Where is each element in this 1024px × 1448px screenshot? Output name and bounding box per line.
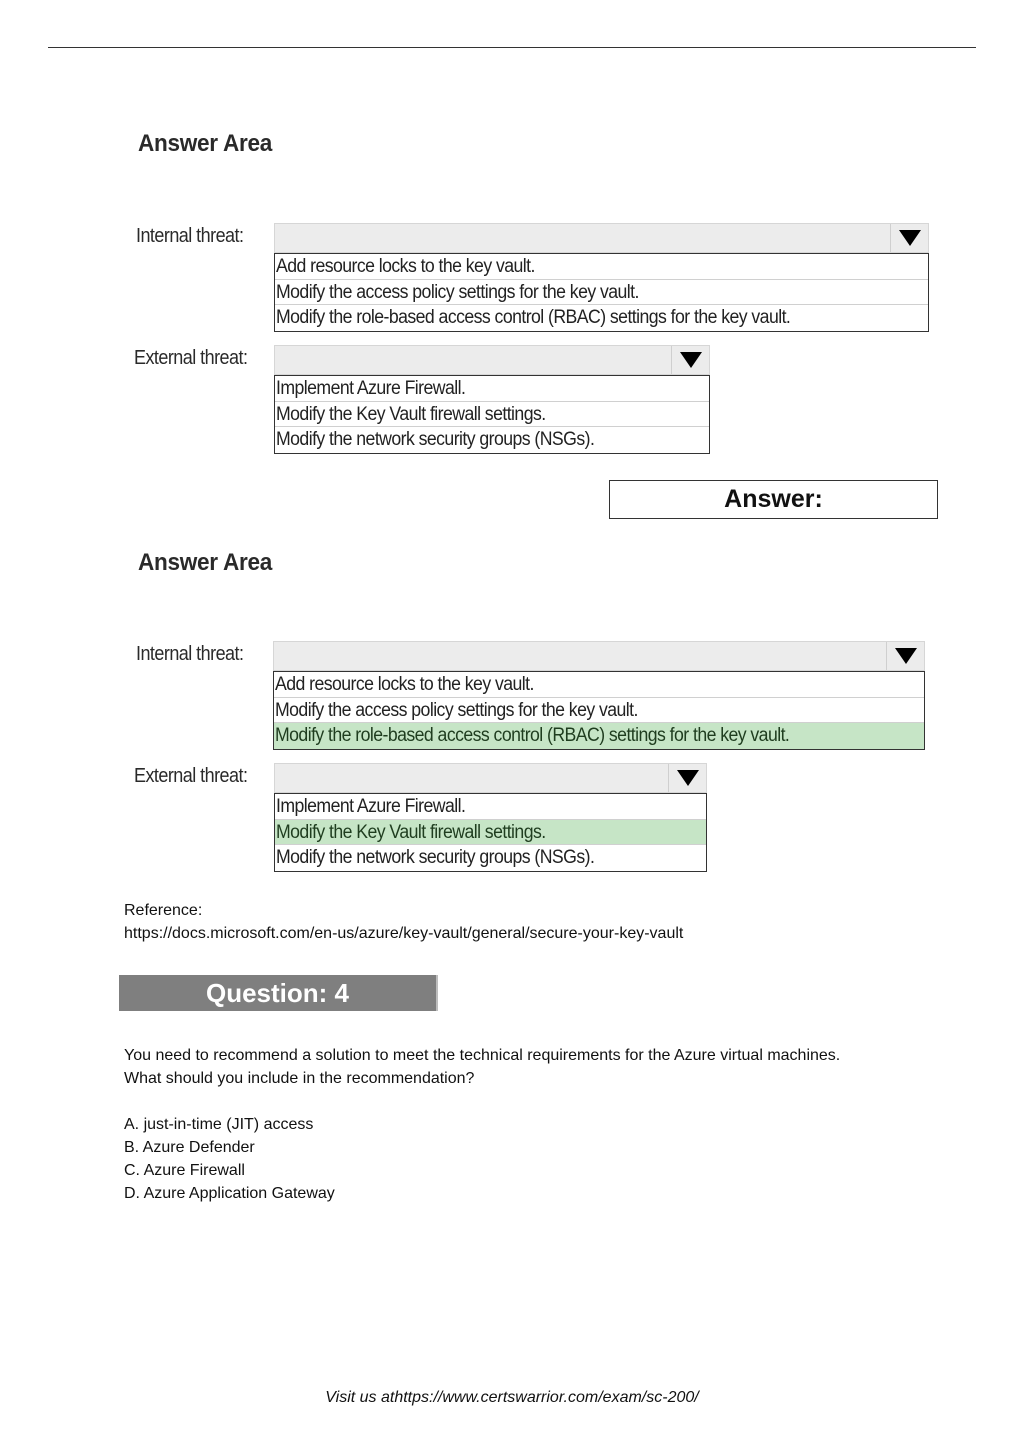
dropdown-option[interactable]: Modify the access policy settings for the key vault. — [275, 280, 928, 306]
dropdown-option[interactable]: Implement Azure Firewall. — [275, 794, 706, 820]
dropdown-options — [274, 793, 707, 872]
internal-threat-dropdown[interactable] — [273, 641, 925, 750]
dropdown-head[interactable] — [274, 223, 929, 253]
dropdown-option[interactable]: Modify the network security groups (NSGs). — [276, 429, 595, 450]
dropdown-option[interactable]: Modify the access policy settings for the key vault. — [274, 698, 924, 724]
dropdown-option[interactable]: Add resource locks to the key vault. — [275, 254, 928, 280]
dropdown-head[interactable] — [274, 345, 710, 375]
question-line: What should you include in the recommendation? — [124, 1070, 475, 1087]
internal-threat-dropdown[interactable] — [274, 223, 929, 332]
answer-label-box: Answer: — [609, 480, 938, 519]
dropdown-head[interactable] — [274, 763, 707, 793]
dropdown-option[interactable]: Modify the Key Vault firewall settings. — [275, 402, 709, 428]
dropdown-option-selected[interactable]: Modify the role-based access control (RBAC) settings for the key vault. — [274, 723, 924, 749]
internal-threat-label: Internal threat: — [136, 225, 244, 247]
dropdown-head[interactable] — [273, 641, 925, 671]
internal-threat-label: Internal threat: — [136, 643, 244, 665]
chevron-down-icon[interactable] — [890, 224, 928, 252]
reference-block — [124, 899, 683, 945]
answer-area-title: Answer Area — [138, 130, 272, 157]
external-threat-label: External threat: — [134, 347, 248, 369]
reference-label: Reference: — [124, 902, 203, 919]
question-banner: Question: 4 — [119, 975, 438, 1011]
choice-c: C. Azure Firewall — [124, 1162, 245, 1179]
choice-a: A. just-in-time (JIT) access — [124, 1116, 314, 1133]
dropdown-options — [273, 671, 925, 750]
chevron-down-icon[interactable] — [671, 346, 709, 374]
chevron-down-icon[interactable] — [668, 764, 706, 792]
dropdown-options — [274, 253, 929, 332]
external-threat-label: External threat: — [134, 765, 248, 787]
dropdown-option[interactable]: Implement Azure Firewall. — [275, 376, 709, 402]
dropdown-option[interactable]: Modify the role-based access control (RBAC) settings for the key vault. — [276, 307, 791, 328]
dropdown-option[interactable]: Add resource locks to the key vault. — [274, 672, 924, 698]
external-threat-dropdown[interactable] — [274, 763, 707, 872]
choice-b: B. Azure Defender — [124, 1139, 255, 1156]
reference-url[interactable]: https://docs.microsoft.com/en-us/azure/key-vault/general/secure-your-key-vault — [124, 925, 684, 942]
answer-area-title: Answer Area — [138, 549, 272, 576]
question-line: You need to recommend a solution to meet the technical requirements for the Azure virtual machines. — [124, 1047, 841, 1064]
choice-d: D. Azure Application Gateway — [124, 1185, 335, 1202]
header-rule — [48, 47, 976, 48]
answer-choices — [124, 1113, 335, 1205]
question-text — [124, 1044, 840, 1090]
dropdown-option-selected[interactable]: Modify the Key Vault firewall settings. — [275, 820, 706, 846]
dropdown-options — [274, 375, 710, 454]
chevron-down-icon[interactable] — [886, 642, 924, 670]
external-threat-dropdown[interactable] — [274, 345, 710, 454]
footer-link[interactable]: Visit us athttps://www.certswarrior.com/exam/sc-200/ — [325, 1389, 699, 1406]
dropdown-option[interactable]: Modify the network security groups (NSGs). — [276, 847, 595, 868]
